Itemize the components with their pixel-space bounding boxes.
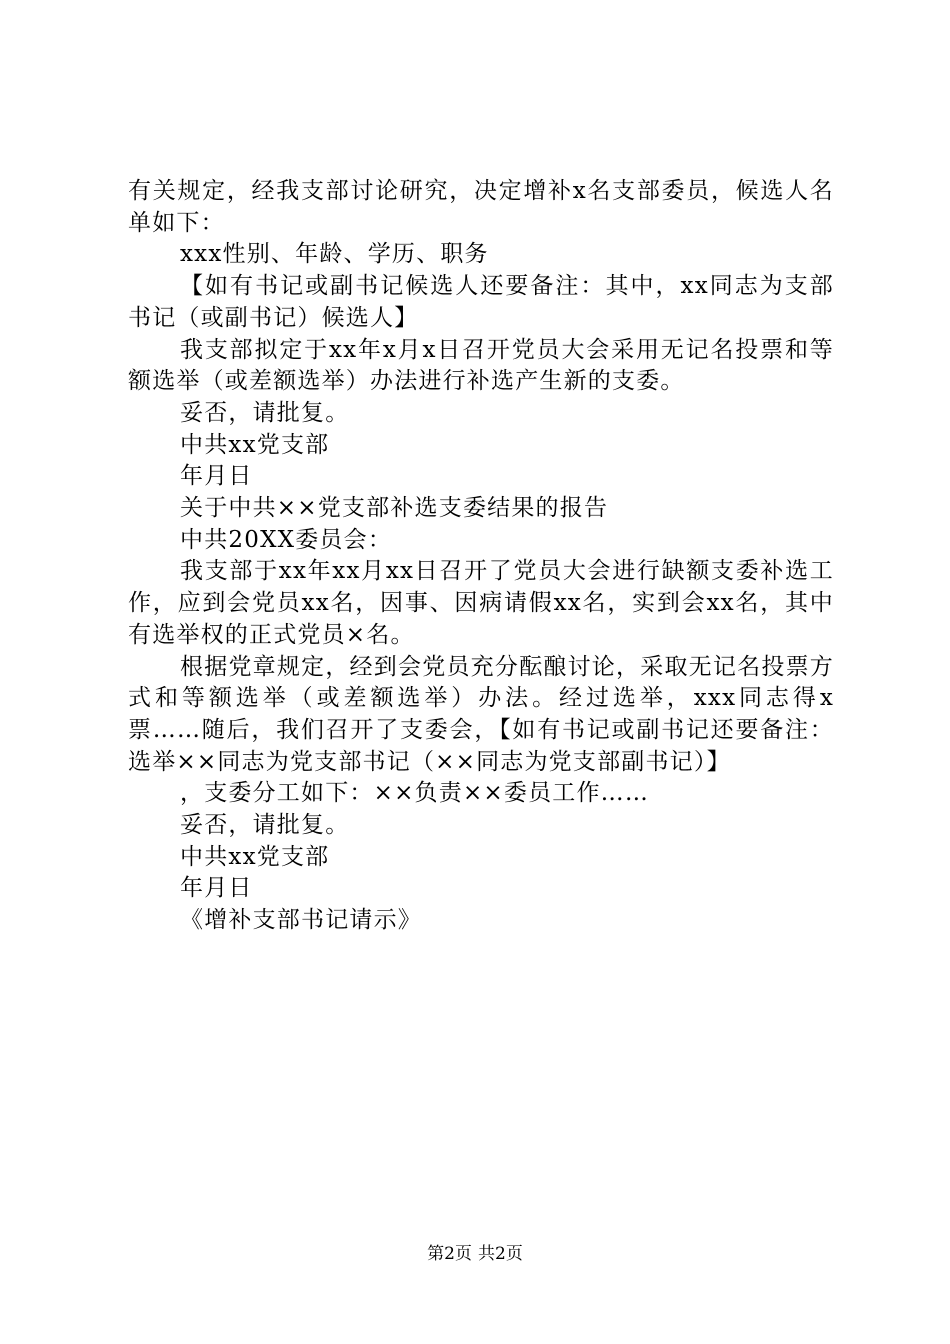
paragraph: 年月日 [180, 875, 253, 902]
paragraph: 关于中共××党支部补选支委结果的报告 [180, 495, 609, 522]
paragraph: 有关规定，经我支部讨论研究，决定增补x名支部委员，候选人名单如下： [128, 178, 834, 236]
paragraph: 中共20XX委员会： [180, 526, 393, 553]
paragraph: 妥否，请批复。 [180, 812, 350, 839]
paragraph: 中共xx党支部 [180, 843, 330, 870]
paragraph: 根据党章规定，经到会党员充分酝酿讨论，采取无记名投票方式和等额选举（或差额选举）办法。经过选举，xxx同志得x票……随后，我们召开了支委会，【如有书记或副书记还要备注：选举××同志为党支部书记（××同志为党支部副书记）】 [128, 653, 834, 775]
page-footer [0, 1242, 950, 1266]
paragraph: 中共xx党支部 [180, 431, 330, 458]
page-total: 共2页 [478, 1244, 523, 1264]
paragraph: 我支部于xx年xx月xx日召开了党员大会进行缺额支委补选工作，应到会党员xx名，因事、因病请假xx名，实到会xx名，其中有选举权的正式党员×名。 [128, 558, 834, 648]
paragraph: 《增补支部书记请示》 [180, 907, 422, 934]
paragraph: 【如有书记或副书记候选人还要备注：其中，xx同志为支部书记（或副书记）候选人】 [128, 273, 834, 331]
page-number: 第2页 [427, 1244, 472, 1264]
paragraph: ，支委分工如下：××负责××委员工作…… [180, 780, 650, 807]
paragraph: 我支部拟定于xx年x月x日召开党员大会采用无记名投票和等额选举（或差额选举）办法进行补选产生新的支委。 [128, 336, 834, 395]
paragraph: xxx性别、年龄、学历、职务 [180, 241, 489, 268]
paragraph: 年月日 [180, 463, 253, 490]
paragraph: 妥否，请批复。 [180, 399, 350, 426]
document-body [128, 176, 834, 937]
